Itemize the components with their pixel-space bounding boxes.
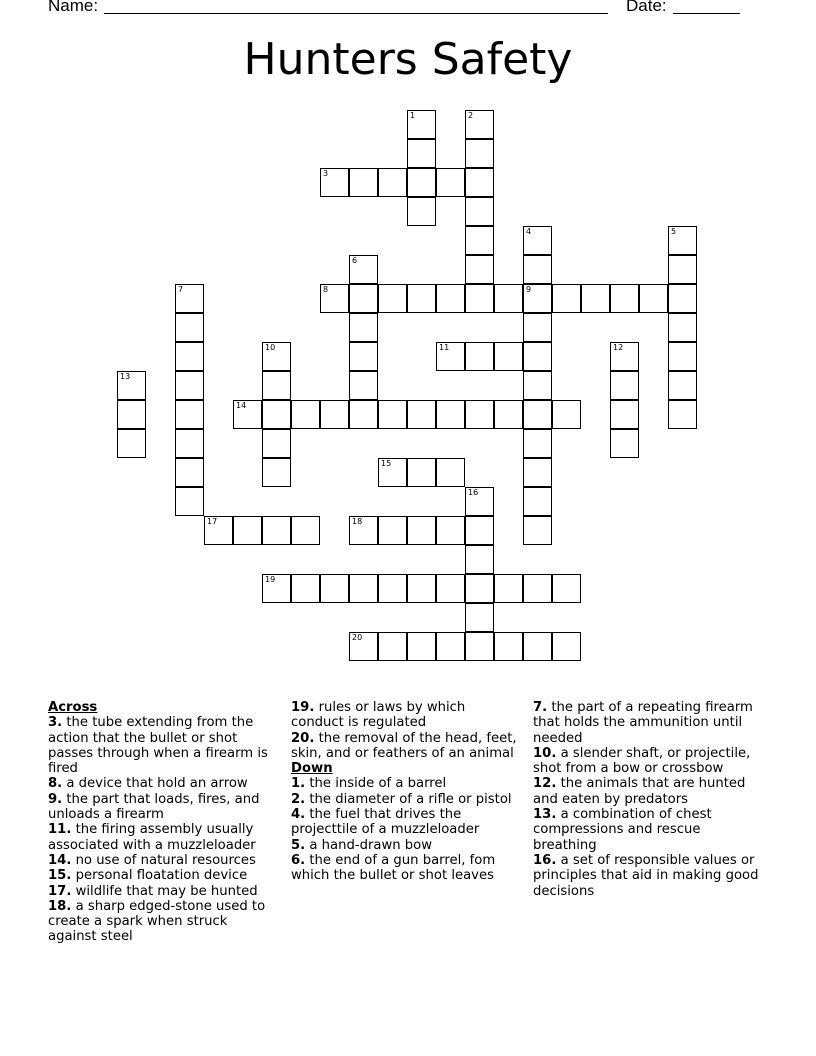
grid-cell[interactable] [175, 458, 204, 487]
grid-cell[interactable] [320, 168, 349, 197]
grid-cell[interactable] [117, 400, 146, 429]
clue-across: 18. a sharp edged-stone used to create a spark when struck against steel [48, 898, 266, 945]
clue-down: 5. a hand-drawn bow [291, 837, 433, 853]
grid-cell[interactable] [378, 168, 407, 197]
clue-across: 15. personal floatation device [48, 868, 248, 884]
grid-cell[interactable] [523, 429, 552, 458]
grid-cell[interactable] [523, 574, 552, 603]
grid-cell[interactable] [262, 371, 291, 400]
grid-cell[interactable] [523, 516, 552, 545]
grid-cell[interactable] [523, 458, 552, 487]
cell-number: 17 [207, 517, 218, 526]
cell-number: 19 [265, 575, 276, 584]
grid-cell[interactable] [407, 110, 436, 139]
grid-cell[interactable] [262, 400, 291, 429]
grid-cell[interactable] [407, 458, 436, 487]
grid-cell[interactable] [349, 516, 378, 545]
grid-cell[interactable] [349, 400, 378, 429]
clue-across: 19. rules or laws by which conduct is regulated [291, 700, 466, 731]
grid-cell[interactable] [436, 632, 465, 661]
clue-down: 6. the end of a gun barrel, fom which the bullet or shot leaves [291, 852, 496, 884]
cell-number: 5 [671, 227, 677, 236]
grid-cell[interactable] [291, 516, 320, 545]
grid-cell[interactable] [175, 313, 204, 342]
grid-cell[interactable] [552, 632, 581, 661]
cell-number: 15 [381, 459, 392, 468]
grid-cell[interactable] [436, 458, 465, 487]
grid-cell[interactable] [465, 574, 494, 603]
grid-cell[interactable] [204, 516, 233, 545]
grid-cell[interactable] [668, 371, 697, 400]
grid-cell[interactable] [465, 632, 494, 661]
clue-down: 10. a slender shaft, or projectile, shot from a bow or crossbow [533, 745, 751, 777]
grid-cell[interactable] [465, 255, 494, 284]
clue-down: 2. the diameter of a rifle or pistol [291, 791, 512, 807]
cell-number: 13 [120, 372, 131, 381]
grid-cell[interactable] [523, 284, 552, 313]
grid-cell[interactable] [436, 342, 465, 371]
grid-cell[interactable] [465, 516, 494, 545]
grid-cell[interactable] [639, 284, 668, 313]
grid-cell[interactable] [552, 400, 581, 429]
grid-cell[interactable] [175, 429, 204, 458]
grid-cell[interactable] [552, 284, 581, 313]
grid-cell[interactable] [668, 342, 697, 371]
grid-cell[interactable] [378, 400, 407, 429]
grid-cell[interactable] [465, 197, 494, 226]
clue-down: 1. the inside of a barrel [291, 776, 447, 792]
grid-cell[interactable] [407, 574, 436, 603]
cell-number: 7 [178, 285, 184, 294]
grid-cell[interactable] [465, 342, 494, 371]
grid-cell[interactable] [320, 574, 349, 603]
grid-cell[interactable] [349, 168, 378, 197]
clue-across: 9. the part that loads, fires, and unloads a firearm [48, 791, 260, 823]
grid-cell[interactable] [262, 516, 291, 545]
grid-cell[interactable] [407, 168, 436, 197]
cell-number: 11 [439, 343, 450, 352]
grid-cell[interactable] [436, 284, 465, 313]
grid-cell[interactable] [523, 226, 552, 255]
down-heading: Down [291, 761, 333, 777]
grid-cell[interactable] [465, 400, 494, 429]
grid-cell[interactable] [610, 371, 639, 400]
cell-number: 14 [236, 401, 247, 410]
grid-cell[interactable] [610, 429, 639, 458]
cell-number: 1 [410, 111, 416, 120]
grid-cell[interactable] [668, 284, 697, 313]
grid-cell[interactable] [523, 400, 552, 429]
grid-cell[interactable] [320, 400, 349, 429]
grid-cell[interactable] [262, 429, 291, 458]
cell-number: 16 [468, 488, 479, 497]
clue-across: 14. no use of natural resources [48, 852, 256, 868]
grid-cell[interactable] [349, 632, 378, 661]
clue-across: 11. the firing assembly usually associated with a muzzleloader [48, 822, 256, 853]
grid-cell[interactable] [465, 226, 494, 255]
grid-cell[interactable] [465, 139, 494, 168]
grid-cell[interactable] [378, 458, 407, 487]
grid-cell[interactable] [494, 574, 523, 603]
clue-down: 4. the fuel that drives the projecttile of a muzzleloader [291, 807, 480, 838]
cell-number: 12 [613, 343, 624, 352]
grid-cell[interactable] [465, 284, 494, 313]
page-title: Hunters Safety [243, 34, 573, 85]
grid-cell[interactable] [668, 226, 697, 255]
clue-down: 13. a combination of chest compressions and rescue breathing [533, 807, 712, 853]
clue-across: 17. wildlife that may be hunted [48, 883, 258, 899]
grid-cell[interactable] [668, 313, 697, 342]
name-label: Name: [48, 0, 99, 15]
grid-cell[interactable] [436, 574, 465, 603]
grid-cell[interactable] [407, 400, 436, 429]
grid-cell[interactable] [494, 284, 523, 313]
grid-cell[interactable] [117, 371, 146, 400]
grid-cell[interactable] [262, 458, 291, 487]
grid-cell[interactable] [262, 342, 291, 371]
grid-cell[interactable] [175, 284, 204, 313]
grid-cell[interactable] [523, 313, 552, 342]
grid-cell[interactable] [523, 255, 552, 284]
grid-cell[interactable] [291, 574, 320, 603]
clue-across: 8. a device that hold an arrow [48, 776, 248, 792]
clues-column-3 [533, 700, 768, 899]
clue-across: 3. the tube extending from the action that the bullet or shot passes through when a firearm is fired [48, 715, 268, 777]
grid-cell[interactable] [552, 574, 581, 603]
cell-number: 18 [352, 517, 363, 526]
grid-cell[interactable] [349, 313, 378, 342]
clues-column-2 [291, 700, 519, 884]
grid-cell[interactable] [465, 110, 494, 139]
grid-cell[interactable] [407, 197, 436, 226]
grid-cell[interactable] [407, 139, 436, 168]
grid-cell[interactable] [291, 400, 320, 429]
grid-cell[interactable] [465, 545, 494, 574]
grid-cell[interactable] [465, 487, 494, 516]
grid-cell[interactable] [349, 574, 378, 603]
grid-cell[interactable] [378, 284, 407, 313]
grid-cell[interactable] [436, 168, 465, 197]
grid-cell[interactable] [494, 632, 523, 661]
grid-cell[interactable] [610, 342, 639, 371]
grid-cell[interactable] [175, 342, 204, 371]
grid-cell[interactable] [407, 516, 436, 545]
grid-cell[interactable] [523, 342, 552, 371]
grid-cell[interactable] [233, 400, 262, 429]
cell-number: 9 [526, 285, 532, 294]
grid-cell[interactable] [233, 516, 262, 545]
cell-number: 2 [468, 111, 474, 120]
grid-cell[interactable] [494, 400, 523, 429]
grid-cell[interactable] [436, 400, 465, 429]
grid-cell[interactable] [668, 400, 697, 429]
grid-cell[interactable] [378, 516, 407, 545]
grid-cell[interactable] [407, 632, 436, 661]
grid-cell[interactable] [523, 487, 552, 516]
grid-cell[interactable] [349, 342, 378, 371]
grid-cell[interactable] [262, 574, 291, 603]
grid-cell[interactable] [117, 429, 146, 458]
clue-across: 20. the removal of the head, feet, skin, and or feathers of an animal [291, 730, 517, 761]
grid-cell[interactable] [175, 400, 204, 429]
grid-cell[interactable] [465, 168, 494, 197]
cell-number: 3 [323, 169, 329, 178]
cell-number: 20 [352, 633, 363, 642]
grid-cell[interactable] [320, 284, 349, 313]
clue-down: 7. the part of a repeating firearm that holds the ammunition until needed [533, 700, 753, 746]
cell-number: 8 [323, 285, 329, 294]
grid-cell[interactable] [523, 632, 552, 661]
grid-cell[interactable] [378, 632, 407, 661]
grid-cell[interactable] [668, 255, 697, 284]
grid-cell[interactable] [610, 400, 639, 429]
cell-number: 10 [265, 343, 276, 352]
grid-cell[interactable] [349, 284, 378, 313]
cell-number: 4 [526, 227, 532, 236]
date-label: Date: [626, 0, 667, 15]
clues-column-1 [48, 700, 280, 945]
grid-cell[interactable] [349, 371, 378, 400]
grid-cell[interactable] [175, 487, 204, 516]
cell-number: 6 [352, 256, 358, 265]
grid-cell[interactable] [407, 284, 436, 313]
grid-cell[interactable] [378, 574, 407, 603]
grid-cell[interactable] [465, 603, 494, 632]
grid-cell[interactable] [581, 284, 610, 313]
grid-cell[interactable] [436, 516, 465, 545]
grid-cell[interactable] [494, 342, 523, 371]
grid-cell[interactable] [610, 284, 639, 313]
grid-cell[interactable] [523, 371, 552, 400]
grid-cell[interactable] [349, 255, 378, 284]
across-heading: Across [48, 700, 98, 715]
clue-down: 12. the animals that are hunted and eaten by predators [533, 776, 746, 807]
clue-down: 16. a set of responsible values or principles that aid in making good decisions [533, 852, 759, 899]
grid-cell[interactable] [175, 371, 204, 400]
